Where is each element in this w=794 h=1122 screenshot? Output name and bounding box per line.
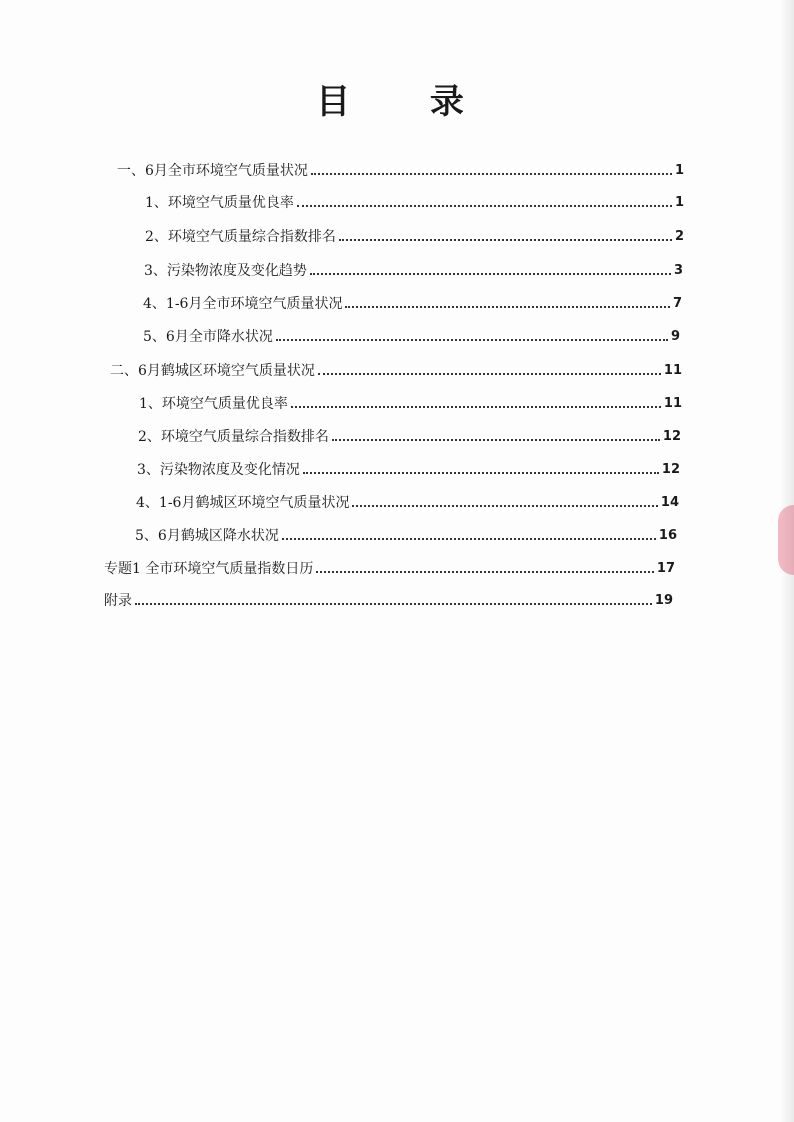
- toc-dot-leader: [318, 372, 661, 375]
- toc-entry[interactable]: [117, 156, 684, 180]
- toc-entry-page: 9: [670, 329, 680, 344]
- toc-entry-label: 1、环境空气质量优良率: [139, 396, 288, 412]
- toc-entry-label: 5、6月鹤城区降水状况: [135, 528, 279, 544]
- toc-entry-label: 4、1-6月全市环境空气质量状况: [143, 296, 343, 312]
- toc-entry-label: 2、环境空气质量综合指数排名: [145, 229, 336, 245]
- toc-dot-leader: [297, 204, 672, 207]
- toc-entry[interactable]: [136, 488, 679, 512]
- toc-entry-label: 附录: [104, 593, 132, 609]
- toc-entry-page: 1: [674, 195, 684, 210]
- toc-entry-label: 专题1 全市环境空气质量指数日历: [104, 561, 314, 577]
- toc-dot-leader: [339, 238, 672, 241]
- toc-entry-page: 3: [673, 263, 683, 278]
- toc-dot-leader: [311, 172, 672, 175]
- toc-entry[interactable]: [104, 586, 673, 610]
- toc-dot-leader: [345, 305, 670, 308]
- toc-entry-page: 14: [660, 495, 679, 510]
- toc-entry-page: 16: [658, 528, 677, 543]
- toc-dot-leader: [291, 405, 661, 408]
- toc-entry-page: 7: [672, 296, 682, 311]
- toc-entry[interactable]: [143, 289, 682, 313]
- toc-entry-label: 一、6月全市环境空气质量状况: [117, 163, 308, 179]
- toc-entry-page: 12: [661, 462, 680, 477]
- toc-entry-page: 11: [663, 363, 682, 378]
- toc-entry-page: 12: [662, 429, 681, 444]
- toc-entry[interactable]: [145, 222, 684, 246]
- toc-entry-page: 2: [674, 229, 684, 244]
- toc-dot-leader: [310, 272, 671, 275]
- toc-entry-label: 二、6月鹤城区环境空气质量状况: [110, 363, 315, 379]
- toc-entry-page: 11: [663, 396, 682, 411]
- toc-entry[interactable]: [110, 356, 682, 380]
- toc-dot-leader: [276, 338, 668, 341]
- toc-dot-leader: [352, 504, 657, 507]
- toc-entry-label: 3、污染物浓度及变化情况: [137, 462, 300, 478]
- toc-entry[interactable]: [137, 455, 680, 479]
- toc-entry-page: 19: [654, 593, 673, 608]
- toc-dot-leader: [316, 570, 654, 573]
- toc-entry[interactable]: [138, 422, 681, 446]
- toc-entry[interactable]: [143, 322, 680, 346]
- toc-entry-page: 17: [656, 561, 675, 576]
- toc-entry-label: 3、污染物浓度及变化趋势: [144, 263, 307, 279]
- toc-dot-leader: [282, 537, 656, 540]
- toc-entry[interactable]: [144, 256, 683, 280]
- toc-entry-label: 4、1-6月鹤城区环境空气质量状况: [136, 495, 350, 511]
- toc-entry[interactable]: [139, 389, 682, 413]
- toc-dot-leader: [135, 602, 652, 605]
- toc-entry[interactable]: [135, 521, 677, 545]
- toc-entry-label: 1、环境空气质量优良率: [145, 195, 294, 211]
- toc-dot-leader: [332, 438, 660, 441]
- page-title: 目 录: [316, 82, 498, 122]
- toc-entry-label: 5、6月全市降水状况: [143, 329, 273, 345]
- toc-entry[interactable]: [104, 554, 675, 578]
- toc-entry-label: 2、环境空气质量综合指数排名: [138, 429, 329, 445]
- toc-entry[interactable]: [145, 188, 684, 212]
- toc-dot-leader: [303, 471, 659, 474]
- toc-entry-page: 1: [674, 163, 684, 178]
